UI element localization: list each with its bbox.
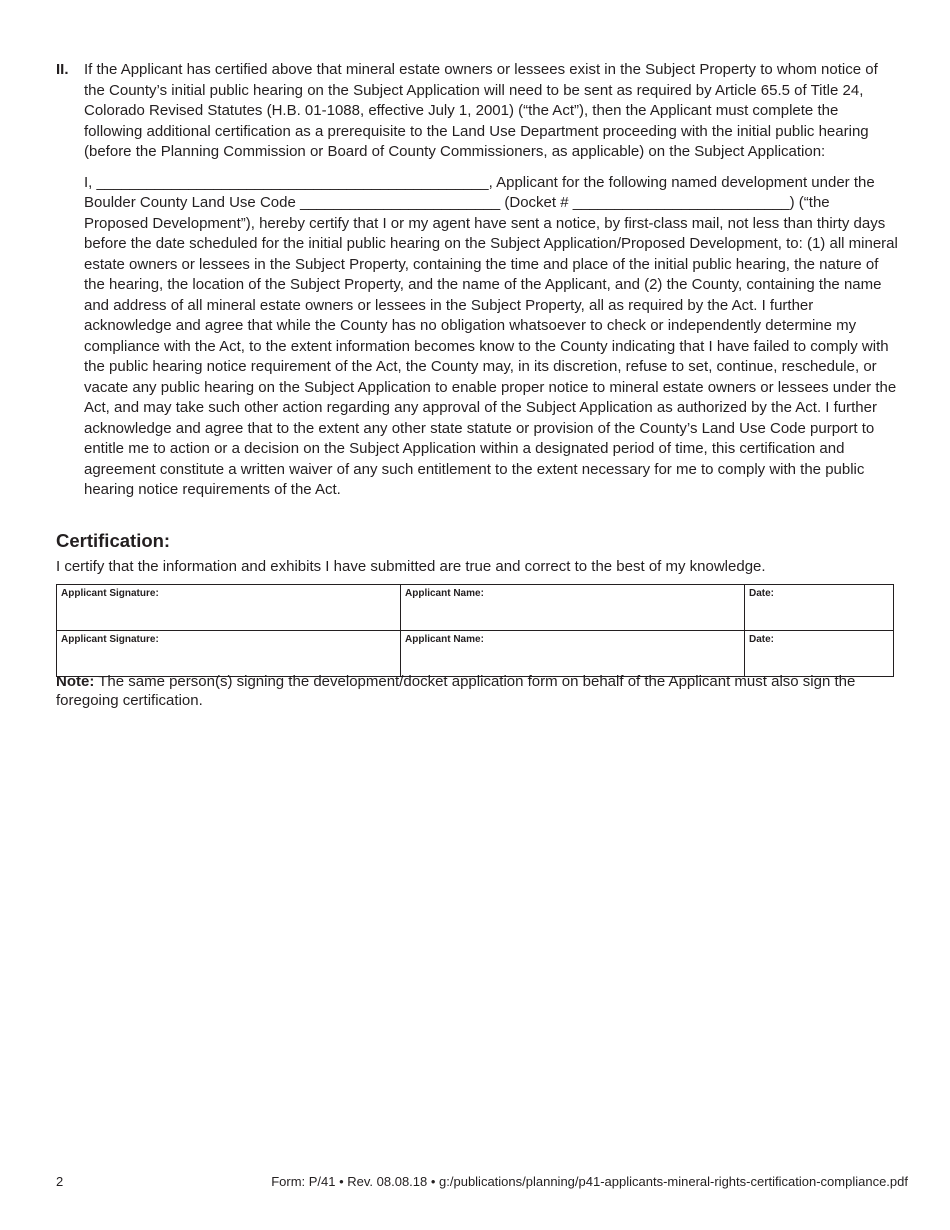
signature-row — [57, 631, 894, 677]
docket-number-blank: __________________________ — [572, 194, 790, 211]
statement-part-4: ) (“the Proposed Development”), hereby certify that I or my agent have sent a notice, by first-class mail, not less than thirty days before the date scheduled for the initial public hearing on the Subject Application/Proposed Development, to: (1) all mineral estate owners or lessees in the Subject Property, containing the time and place of the initial public hearing, the nature of the hearing, the location of the Subject Property, and the name of the Applicant, and (2) the County, containing the name and address of all mineral estate owners or lessees in the Subject Property, all as required by the Act. I further acknowledge and agree that while the County has no obligation whatsoever to check or independently determine my compliance with the Act, to the extent information becomes know to the County indicating that I have failed to comply with the public hearing notice requirement of the Act, the County may, in its discretion, refuse to set, continue, reschedule, or vacate any public hearing on the Subject Application to enable proper notice to mineral estate owners or lessees under the Act, and may take such other action regarding any approval of the Subject Application as authorized by the Act. I further acknowledge and agree that to the extent any other state statute or provision of the County’s Land Use Code purport to entitle me to action or a decision on the Subject Application within a designated period of time, this certification and agreement constitute a written waiver of any such entitlement to the extent necessary for me to comply with the public hearing notice requirements of the Act. — [84, 194, 898, 498]
note-label: Note: — [56, 673, 95, 690]
applicant-name-blank: _______________________________________________ — [96, 173, 489, 191]
form-reference: Form: P/41 • Rev. 08.08.18 • g:/publications/planning/p41-applicants-mineral-rights-certification-compliance.pdf — [271, 1174, 908, 1189]
certification-heading: Certification: — [56, 530, 171, 551]
applicant-signature-field[interactable]: Applicant Signature: — [57, 631, 401, 677]
note-text: The same person(s) signing the development/docket application form on behalf of the Applicant must also sign the foregoing certification. — [56, 673, 856, 709]
section-ii — [56, 60, 898, 511]
land-use-code-blank: ________________________ — [299, 194, 501, 211]
certification-statement: I certify that the information and exhibits I have submitted are true and correct to the best of my knowledge. — [56, 558, 766, 575]
applicant-name-field[interactable]: Applicant Name: — [401, 585, 745, 631]
statement-part-2: , Applicant for the following named development under the Boulder County Land Use Code — [84, 173, 875, 211]
section-body — [84, 60, 898, 501]
note — [56, 672, 898, 710]
applicant-signature-field[interactable]: Applicant Signature: — [57, 585, 401, 631]
certification-statement-paragraph — [84, 173, 898, 501]
page-number: 2 — [56, 1174, 64, 1189]
signature-row — [57, 585, 894, 631]
date-field[interactable]: Date: — [745, 631, 894, 677]
statement-part-1: I, — [84, 173, 97, 191]
statement-part-3: (Docket # — [500, 194, 573, 211]
section-intro-paragraph: If the Applicant has certified above that mineral estate owners or lessees exist in the Subject Property to whom notice of the County’s initial public hearing on the Subject Application will need to be sent as required by Article 65.5 of Title 24, Colorado Revised Statutes (H.B. 01-1088, effective July 1, 2001) (“the Act”), then the Applicant must complete the following additional certification as a prerequisite to the Land Use Department proceeding with the initial public hearing (before the Planning Commission or Board of County Commissioners, as applicable) on the Subject Application: — [84, 61, 878, 160]
signature-table — [56, 584, 894, 677]
date-field[interactable]: Date: — [745, 585, 894, 631]
section-number: II. — [56, 61, 69, 78]
applicant-name-field[interactable]: Applicant Name: — [401, 631, 745, 677]
